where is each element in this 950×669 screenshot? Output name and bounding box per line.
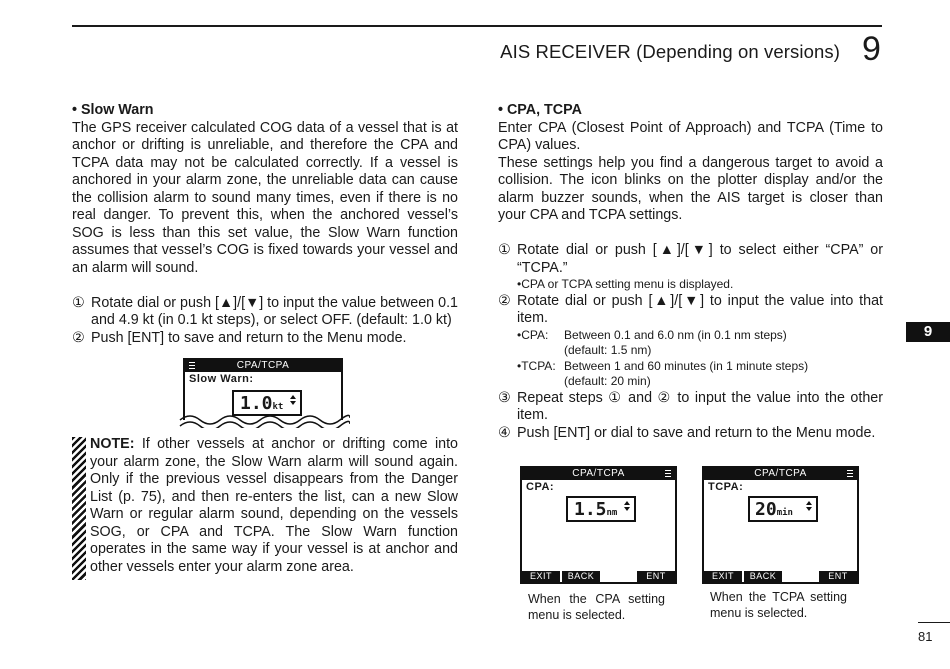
range-key: •CPA: [517,327,549,342]
range-default: (default: 1.5 nm) [564,343,652,357]
softkey-ent[interactable]: ENT [637,571,675,582]
tcpa-range [517,359,883,390]
softkey-exit[interactable]: EXIT [704,571,742,582]
lcd-title-bar [522,468,675,480]
lcd-value-box [566,496,636,522]
softkey-back[interactable]: BACK [562,571,600,582]
page-number: 81 [918,629,933,644]
range-text: Between 0.1 and 6.0 nm (in 0.1 nm steps) [564,327,787,342]
left-column [72,102,458,347]
step-number: ① [72,294,85,311]
menu-icon [847,470,853,479]
lcd-title-bar [185,360,341,372]
chapter-title: AIS RECEIVER (Depending on versions) [500,41,840,62]
screen-break-wave-icon [178,412,350,428]
cpa-step-4 [498,425,883,443]
cpa-tcpa-description: These settings help you find a dangerous target to avoid a collision. The icon blinks on the plotter display and/or the alarm buzzer sounds, when the AIS target is closer than your CPA and TCPA settings. [498,154,883,223]
step-number: ④ [498,424,511,441]
range-key: •TCPA: [517,358,556,373]
menu-icon [189,362,195,371]
cpa-range [517,328,883,359]
cpa-step-3 [498,390,883,425]
footer-rule [918,622,950,623]
step-text: Rotate dial or push [▲]/[▼] to select either “CPA” or “TCPA.” [517,242,883,276]
cpa-caption: When the CPA setting menu is selected. [528,592,665,622]
chapter-side-tab: 9 [906,322,950,342]
lcd-value: 1.0 [240,393,273,414]
right-column [498,102,883,442]
lcd-label: Slow Warn: [189,373,254,385]
step-number: ③ [498,389,511,406]
step-text: Rotate dial or push [▲]/[▼] to input the value between 0.1 and 4.9 kt (in 0.1 kt steps), or select OFF. (default: 1.0 kt) [91,294,458,328]
step-2-ranges [517,328,883,390]
tcpa-lcd [702,466,859,584]
step-text: Rotate dial or push [▲]/[▼] to input the value into that item. [517,292,883,326]
cpa-step-1 [498,242,883,277]
softkey-exit[interactable]: EXIT [522,571,560,582]
lcd-title: CPA/TCPA [236,360,290,371]
lcd-unit: kt [272,402,284,412]
up-down-arrows-icon [806,501,813,511]
step-text: Push [ENT] or dial to save and return to the Menu mode. [517,424,876,441]
softkey-bar [522,571,675,582]
step-number: ① [498,242,511,258]
slow-warn-paragraph: The GPS receiver calculated COG data of a vessel that is at anchor or drifting is unreliable, and therefore the CPA and TCPA data may not be calculated correctly. If a vessel is anchored in your alarm zone, the unreliable data can cause the collision alarm to sound many times, even if there is no real danger. To prevent this, when the anchored vessel’s SOG is less than this set value, the Slow Warn function assumes that vessel’s COG is fixed towards your vessel and an alarm will sound. [72,119,458,276]
lcd-title: CPA/TCPA [572,468,625,479]
softkey-bar [704,571,857,582]
step-number: ② [72,329,85,346]
softkey-back[interactable]: BACK [744,571,782,582]
lcd-label: CPA: [526,481,555,493]
cpa-step-2 [498,293,883,328]
lcd-value: 20 [755,499,777,520]
lcd-label: TCPA: [708,481,744,493]
lcd-value: 1.5 [574,499,607,520]
step-1-note: •CPA or TCPA setting menu is displayed. [517,277,734,291]
header-rule [72,25,882,27]
lcd-unit: min [776,508,793,518]
menu-icon [665,470,671,479]
cpa-tcpa-heading: • CPA, TCPA [498,102,582,118]
step-number: ② [498,292,511,309]
up-down-arrows-icon [290,395,297,405]
lcd-value-box [748,496,818,522]
slow-warn-heading: • Slow Warn [72,102,154,118]
tcpa-caption: When the TCPA setting menu is selected. [710,590,847,620]
slow-warn-lcd [183,358,343,420]
slow-warn-step-2 [72,330,458,348]
softkey-ent[interactable]: ENT [819,571,857,582]
up-down-arrows-icon [624,501,631,511]
range-default: (default: 20 min) [564,374,651,388]
note-label: NOTE: [90,436,135,452]
note-text: If other vessels at anchor or drifting come into your alarm zone, the Slow Warn alarm will sound again. Only if the previous vessel disappears from the Danger List (p. 75), and then re-enters the list, can a new Slow Warn or regular alarm sound, depending on the vessels SOG, or CPA and TCPA. The Slow Warn function operates in the same way if your vessel is at anchor and other vessels enter your alarm zone area. [90,436,458,575]
cpa-lcd [520,466,677,584]
note [90,436,458,576]
slow-warn-step-1 [72,295,458,330]
cpa-tcpa-intro: Enter CPA (Closest Point of Approach) and TCPA (Time to CPA) values. [498,119,883,153]
lcd-title-bar [704,468,857,480]
lcd-title: CPA/TCPA [754,468,807,479]
chapter-number: 9 [862,30,881,68]
step-text: Push [ENT] to save and return to the Menu mode. [91,329,407,346]
step-text: Repeat steps ① and ② to input the value into the other item. [517,389,883,423]
range-text: Between 1 and 60 minutes (in 1 minute steps) [564,358,809,373]
note-stripe-icon [72,437,86,580]
lcd-unit: nm [606,508,618,518]
